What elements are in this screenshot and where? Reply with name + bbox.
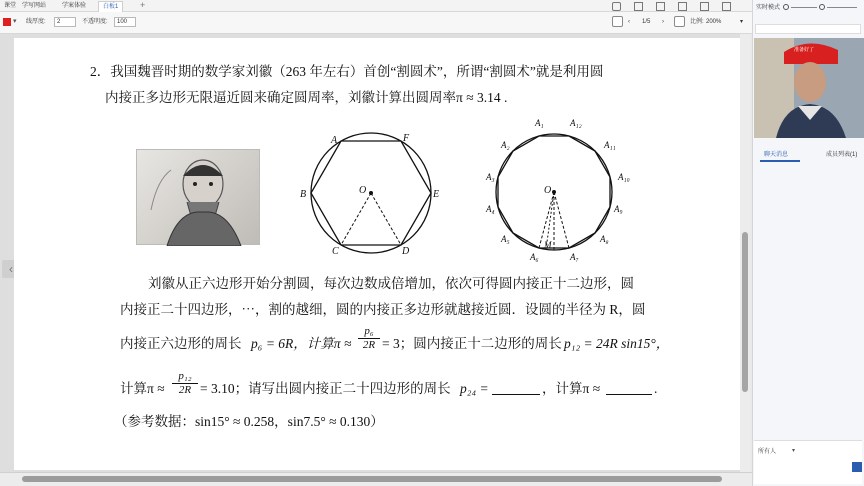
hex-label-d: D [402, 246, 410, 257]
body-line-3a: 内接正六边形的周长 [120, 336, 242, 351]
problem-line-1: 2．我国魏晋时期的数学家刘徽（263 年左右）首创“割圆术”，所谓“割圆术”就是利用圆 [90, 64, 604, 79]
body-line-4e: . [654, 381, 658, 396]
webcam-scene [754, 38, 864, 138]
tab-chat[interactable]: 聊天消息 [764, 152, 789, 158]
recipient-select[interactable]: 所有人 [758, 449, 777, 455]
mic-icon[interactable] [819, 4, 825, 10]
fraction-p6-2r [358, 325, 380, 352]
webcam-video [754, 38, 864, 138]
dodeca-label-m: M [544, 240, 552, 250]
reference-data: （参考数据：sin15° ≈ 0.258，sin7.5° ≈ 0.130） [114, 414, 384, 429]
chevron-down-icon[interactable]: ▾ [740, 19, 744, 25]
tab-study-plan[interactable]: 学案体验 [62, 3, 87, 9]
line-width-label: 线厚度: [26, 19, 46, 25]
fraction-p12-2r [172, 370, 198, 397]
prev-page-arrow-icon[interactable]: ‹ [2, 260, 20, 278]
answer-blank-pi[interactable] [606, 394, 652, 395]
fit-page-icon[interactable] [674, 16, 685, 27]
add-tab-button[interactable]: + [140, 0, 146, 10]
record-icon[interactable] [700, 2, 709, 11]
zoom-label: 比例: [690, 19, 704, 25]
first-page-icon[interactable] [612, 16, 623, 27]
copy-icon[interactable] [612, 2, 621, 11]
dodeca-label-a5: A₅ [501, 234, 510, 244]
dodeca-label-a6: A₆ [530, 252, 539, 262]
send-icon[interactable] [852, 462, 862, 472]
dodeca-label-a12: A₁₂ [570, 118, 582, 128]
hex-label-c: C [332, 246, 339, 257]
liu-hui-portrait [136, 149, 260, 245]
tab-bar [0, 0, 864, 12]
opacity-label: 不透明度: [82, 19, 108, 25]
fraction-numerator: p₆ [364, 325, 374, 337]
line-width-value: 2 [57, 19, 61, 25]
hex-label-f: F [403, 133, 410, 144]
video-controls-bar [755, 24, 861, 34]
body-line-4d: ，计算π ≈ [542, 381, 601, 396]
body-line-3c: = 3；圆内接正十二边形的周长 [382, 336, 562, 351]
body-line-3b: p₆ = 6R，计算π ≈ [251, 336, 352, 351]
volume-icon[interactable] [783, 4, 789, 10]
dodeca-label-a2: A₂ [501, 140, 510, 150]
opacity-value: 100 [117, 19, 128, 25]
dodeca-label-a4: A₄ [486, 204, 495, 214]
hex-label-b: B [300, 189, 307, 200]
problem-line-2: 内接正多边形无限逼近圆来确定圆周率，刘徽计算出圆周率π ≈ 3.14 . [105, 90, 508, 105]
active-tab-indicator [760, 160, 800, 162]
hat-banner-text: 准备好了 [794, 47, 815, 53]
pen-color-swatch[interactable] [3, 18, 11, 26]
page-indicator: 1/5 [642, 19, 651, 25]
body-line-1: 刘徽从正六边形开始分割圆，每次边数成倍增加，依次可得圆内接正十二边形，圆 [148, 276, 634, 291]
volume-slider[interactable] [791, 7, 817, 8]
dodeca-label-a3: A₃ [486, 172, 495, 182]
tab-learning-site[interactable]: 学写网站 [22, 3, 47, 9]
line-width-select[interactable] [54, 17, 76, 27]
zoom-value[interactable]: 200% [706, 19, 722, 25]
dodeca-label-a9: A₉ [614, 204, 623, 214]
fraction-denominator: 2R [362, 339, 376, 351]
grid-icon[interactable] [656, 2, 665, 11]
fraction-denominator: 2R [178, 384, 192, 396]
settings-icon[interactable] [722, 2, 731, 11]
body-line-4c: p₂₄ = [460, 381, 489, 396]
tab-members[interactable]: 成员列表(1) [826, 152, 858, 158]
body-line-2: 内接正二十四边形，⋯，割的越细，圆的内接正多边形就越接近圆．设圆的半径为 R，圆 [120, 302, 646, 317]
mic-slider[interactable] [827, 7, 857, 8]
hex-label-e: E [433, 189, 440, 200]
vertical-scroll-thumb[interactable] [742, 232, 748, 392]
opacity-select[interactable] [114, 17, 136, 27]
panel-icon[interactable] [678, 2, 687, 11]
portrait-sketch [137, 150, 261, 246]
body-line-3d: p₁₂ = 24R sin15°， [564, 336, 670, 351]
chevron-down-icon[interactable]: ▾ [13, 18, 17, 25]
dodeca-label-a10: A₁₀ [618, 172, 630, 182]
document-page [14, 38, 744, 470]
window-icon[interactable] [634, 2, 643, 11]
dodeca-label-a7: A₇ [570, 252, 579, 262]
horizontal-scroll-thumb[interactable] [22, 476, 722, 482]
hex-label-a: A [331, 135, 338, 146]
dodeca-label-a1: A₁ [535, 118, 544, 128]
body-line-4a: 计算π ≈ [120, 381, 165, 396]
page-next-icon[interactable]: › [662, 19, 664, 25]
pen-toolbar [0, 12, 752, 34]
tab-classroom[interactable]: 课堂 [4, 3, 17, 9]
live-mode-label: 实时模式 [756, 5, 781, 11]
inscribed-hexagon-figure [296, 130, 446, 260]
tab-whiteboard-1[interactable]: 白板1 [98, 1, 123, 12]
chevron-down-icon[interactable]: ▾ [792, 448, 796, 454]
hex-label-o: O [359, 185, 367, 196]
page-prev-icon[interactable]: ‹ [628, 19, 630, 25]
dodeca-label-o: O [544, 185, 552, 196]
answer-blank-p24[interactable] [492, 394, 540, 395]
fraction-numerator: p₁₂ [178, 370, 192, 382]
body-line-4b: = 3.10；请写出圆内接正二十四边形的周长 [200, 381, 451, 396]
dodeca-label-a8: A₈ [600, 234, 609, 244]
dodeca-label-a11: A₁₁ [604, 140, 616, 150]
